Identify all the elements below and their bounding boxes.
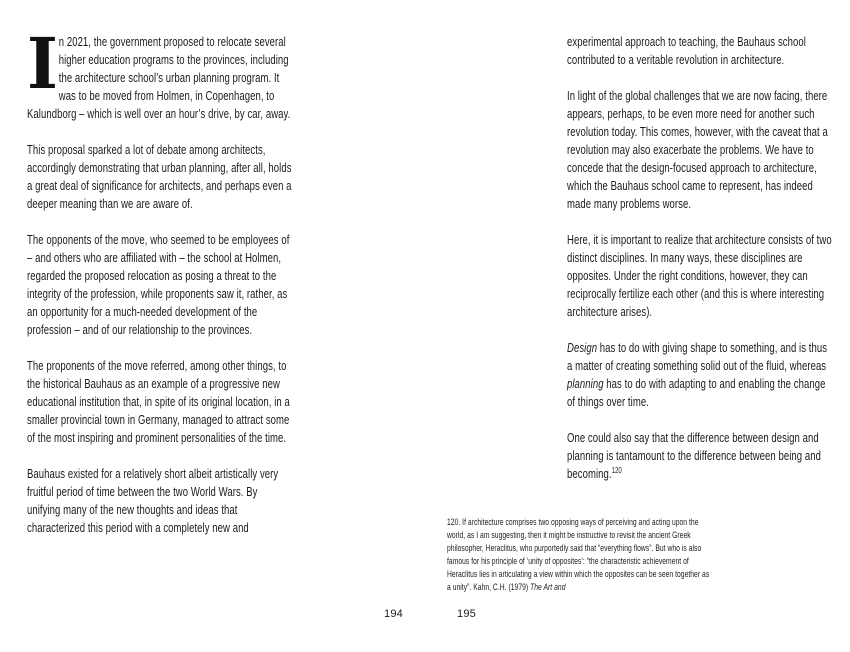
paragraph-opening-text: n 2021, the government proposed to relocate several higher education programs to the provinces, including the architecture school’s urban planning program. It was to be moved from Holmen, in Copenhagen, to Kalundborg – which is well over an hour’s drive, by car, away.	[27, 35, 291, 121]
paragraph-text: One could also say that the difference between design and planning is tantamount to the difference between being and becoming.	[567, 431, 821, 481]
paragraph: This proposal sparked a lot of debate among architects, accordingly demonstrating that urban planning, after all, holds a great deal of significance for architects, and perhaps even a deeper meaning than we are aware of.	[27, 143, 292, 211]
footnote-body-text: 120. If architecture comprises two opposing ways of perceiving and acting upon the world, as I am suggesting, then it might be instructive to revisit the ancient Greek philosopher, Heraclitus, who purportedly said that “everything flows”. But who is also famous for his principle of ‘unity of opposites’: “the characteristic achievement of Heraclitus lies in articulating a view within which the opposites can be seen together as a unity”. Kahn, C.H. (1979)	[447, 517, 710, 592]
paragraph: In light of the global challenges that we are now facing, there appears, perhaps, to be even more need for another such revolution today. This comes, however, with the caveat that a revolution may also exacerbate the problems. We have to concede that the design-focused approach to architecture, which the Bauhaus school came to represent, has indeed made many problems worse.	[567, 89, 828, 211]
left-page-text-inner	[27, 22, 293, 537]
paragraph-text: has to do with giving shape to something, and is thus a matter of creating something solid out of the fluid, whereas	[567, 341, 828, 373]
drop-cap: I	[27, 22, 59, 105]
paragraph-design-planning	[567, 339, 833, 411]
paragraph: experimental approach to teaching, the Bauhaus school contributed to a veritable revolution in architecture.	[567, 35, 806, 67]
paragraph: The proponents of the move referred, among other things, to the historical Bauhaus as an example of a progressive new educational institution that, in spite of its original location, in a smaller provincial town in Germany, managed to attract some of the most inspiring and prominent personalities of the time.	[27, 359, 290, 445]
footnote-text	[447, 516, 711, 594]
right-page-text-inner	[567, 33, 833, 483]
italic-book-title: The Art and	[530, 582, 566, 592]
page-number-right: 195	[457, 608, 476, 620]
page-number-left: 194	[384, 608, 403, 620]
right-page-text-column	[567, 33, 833, 501]
italic-term-planning: planning	[567, 377, 604, 391]
paragraph: Bauhaus existed for a relatively short albeit artistically very fruitful period of time between the two World Wars. By unifying many of the new thoughts and ideas that characterized this period with a completely new and	[27, 467, 279, 535]
italic-term-design: Design	[567, 341, 598, 355]
footnote-reference: 120	[611, 465, 622, 475]
paragraph: Here, it is important to realize that architecture consists of two distinct disciplines. In many ways, these disciplines are opposites. Under the right conditions, however, they can reciprocally fertilize each other (and this is where interesting architecture arises).	[567, 233, 832, 319]
paragraph-opening	[27, 22, 293, 123]
paragraph: The opponents of the move, who seemed to be employees of – and others who are affiliated with – the school at Holmen, regarded the proposed relocation as posing a threat to the integrity of the profession, while proponents saw it, rather, as an opportunity for a much-needed development of the profession – and of our relationship to the provinces.	[27, 233, 290, 337]
left-page-text-column	[27, 22, 293, 555]
footnote-block	[447, 516, 711, 594]
paragraph-being-becoming	[567, 429, 833, 483]
paragraph-text: has to do with adapting to and enabling the change of things over time.	[567, 377, 826, 409]
